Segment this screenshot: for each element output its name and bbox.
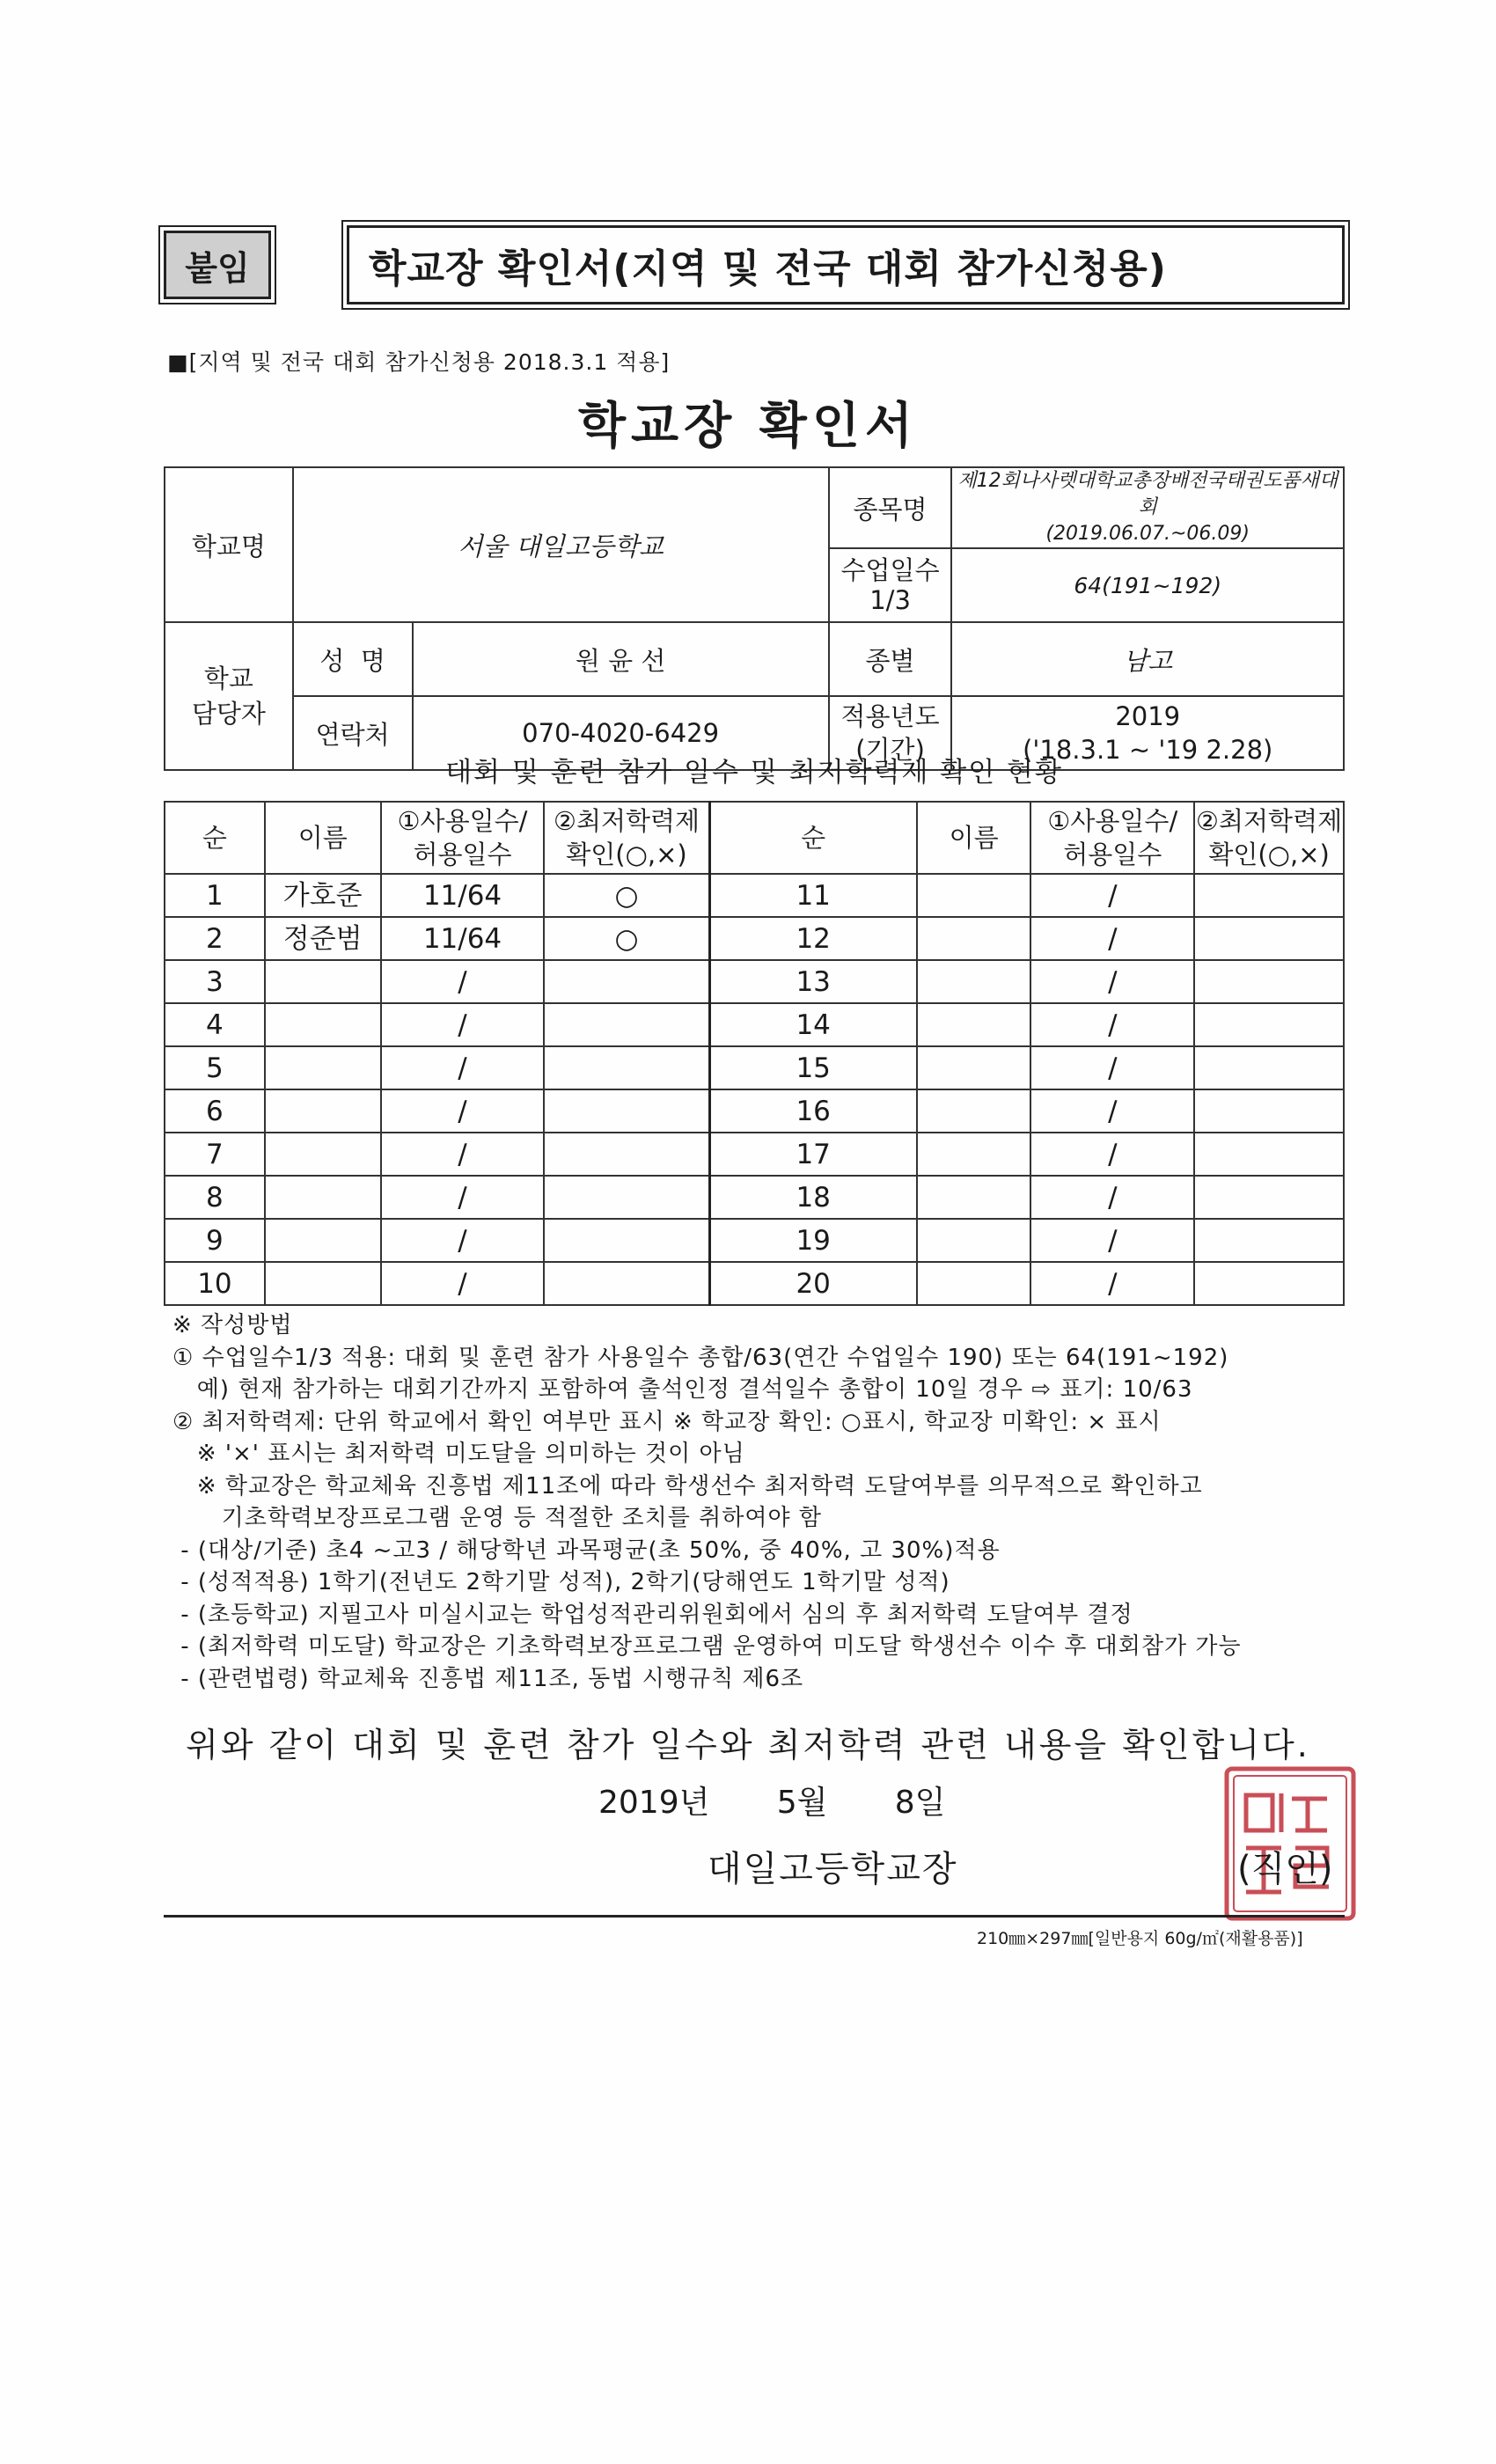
attachment-label: 붙임 <box>164 231 271 299</box>
cell-r-min <box>1194 1262 1344 1305</box>
cell-r-name <box>917 1046 1031 1089</box>
participant-row <box>165 1003 1344 1046</box>
participant-row <box>165 1219 1344 1262</box>
event-dates: (2019.06.07.~06.09) <box>1045 523 1250 545</box>
cell-l-name <box>265 1262 381 1305</box>
cell-l-name <box>265 1133 381 1176</box>
instructions <box>172 1309 1352 1695</box>
cell-l-no: 2 <box>165 917 265 960</box>
header-days-right <box>1030 802 1194 874</box>
header-min-left <box>544 802 709 874</box>
cell-r-no: 17 <box>709 1133 917 1176</box>
class-days-label-2: 1/3 <box>869 585 911 615</box>
cell-l-days: / <box>381 1133 545 1176</box>
cell-r-min <box>1194 1133 1344 1176</box>
event-cell <box>951 467 1344 548</box>
cell-r-days: / <box>1030 1003 1194 1046</box>
cell-r-name <box>917 1133 1031 1176</box>
cell-l-days: / <box>381 1262 545 1305</box>
cell-l-min: ○ <box>544 917 709 960</box>
participants-body <box>165 874 1344 1305</box>
header-days-right-1: ①사용일수/ <box>1047 806 1178 836</box>
cell-r-name <box>917 1219 1031 1262</box>
cell-l-min <box>544 960 709 1003</box>
cell-r-no: 15 <box>709 1046 917 1089</box>
cell-l-days: / <box>381 1219 545 1262</box>
header-min-right-1: ②최저학력제 <box>1196 806 1343 836</box>
cell-l-min <box>544 1176 709 1219</box>
header-min-left-1: ②최저학력제 <box>553 806 700 836</box>
cell-l-days: / <box>381 1176 545 1219</box>
contact-value: 070-4020-6429 <box>413 696 829 770</box>
cell-r-name <box>917 917 1031 960</box>
cell-r-days: / <box>1030 874 1194 917</box>
participant-row <box>165 917 1344 960</box>
cell-l-min <box>544 1089 709 1133</box>
cell-l-min <box>544 1003 709 1046</box>
cell-l-min <box>544 1046 709 1089</box>
applicable-note: ■[지역 및 전국 대회 참가신청용 2018.3.1 적용] <box>167 349 671 375</box>
cell-l-name <box>265 1219 381 1262</box>
participant-row <box>165 1176 1344 1219</box>
cell-l-no: 10 <box>165 1262 265 1305</box>
cell-r-days: / <box>1030 1176 1194 1219</box>
cell-r-name <box>917 1262 1031 1305</box>
cell-l-days: 11/64 <box>381 874 545 917</box>
cell-r-min <box>1194 917 1344 960</box>
cell-r-days: / <box>1030 1089 1194 1133</box>
cell-l-no: 8 <box>165 1176 265 1219</box>
cell-r-min <box>1194 1003 1344 1046</box>
summary-caption: 대회 및 훈련 참가 일수 및 최저학력제 확인 현황 <box>445 757 1063 788</box>
cell-r-no: 14 <box>709 1003 917 1046</box>
participant-row <box>165 1262 1344 1305</box>
class-days-label-1: 수업일수 <box>840 555 940 585</box>
principal-name: 대일고등학교장 <box>708 1849 958 1889</box>
cell-r-name <box>917 1089 1031 1133</box>
issue-date: 2019년 5월 8일 <box>598 1785 946 1821</box>
instruction-line: ※ 작성방법 <box>172 1312 293 1338</box>
cell-l-days: / <box>381 1003 545 1046</box>
header-name-left: 이름 <box>265 802 381 874</box>
participants-header-row <box>165 802 1344 874</box>
cell-r-no: 19 <box>709 1219 917 1262</box>
class-days-label <box>829 548 952 622</box>
header-days-left-2: 허용일수 <box>413 840 512 869</box>
cell-l-days: 11/64 <box>381 917 545 960</box>
document-title: 학교장 확인서 <box>577 398 919 455</box>
cell-l-min: ○ <box>544 874 709 917</box>
cell-l-no: 3 <box>165 960 265 1003</box>
cell-l-no: 4 <box>165 1003 265 1046</box>
cell-r-days: / <box>1030 1133 1194 1176</box>
cell-r-min <box>1194 1176 1344 1219</box>
cell-l-name <box>265 960 381 1003</box>
participant-row <box>165 1133 1344 1176</box>
name-value: 원 윤 선 <box>413 622 829 696</box>
cell-l-no: 9 <box>165 1219 265 1262</box>
cell-l-no: 6 <box>165 1089 265 1133</box>
instruction-line: ② 최저학력제: 단위 학교에서 확인 여부만 표시 ※ 학교장 확인: ○표시, 학교장 미확인: × 표시 <box>172 1408 1162 1435</box>
class-days-value: 64(191~192) <box>951 548 1344 622</box>
cell-l-days: / <box>381 960 545 1003</box>
cell-l-name <box>265 1176 381 1219</box>
cell-l-name: 정준범 <box>265 917 381 960</box>
instruction-line: ※ 학교장은 학교체육 진흥법 제11조에 따라 학생선수 최저학력 도달여부를 의무적으로 확인하고 <box>172 1472 1203 1500</box>
participants-table <box>164 801 1345 1306</box>
cell-r-min <box>1194 960 1344 1003</box>
header-days-left <box>381 802 545 874</box>
cell-l-name: 가호준 <box>265 874 381 917</box>
cell-l-name <box>265 1003 381 1046</box>
cell-l-min <box>544 1133 709 1176</box>
participant-row <box>165 1089 1344 1133</box>
participant-row <box>165 1046 1344 1089</box>
cell-l-name <box>265 1046 381 1089</box>
bottom-divider <box>164 1915 1345 1918</box>
instruction-line: - (성적적용) 1학기(전년도 2학기말 성적), 2학기(당해연도 1학기말 성적) <box>172 1569 950 1595</box>
cell-l-days: / <box>381 1046 545 1089</box>
cell-r-min <box>1194 1219 1344 1262</box>
instruction-line: 기초학력보장프로그램 운영 등 적절한 조치를 취하여야 함 <box>172 1505 822 1531</box>
instruction-line: 예) 현재 참가하는 대회기간까지 포함하여 출석인정 결석일수 총합이 10일 경우 ⇨ 표기: 10/63 <box>172 1376 1193 1403</box>
cell-r-no: 12 <box>709 917 917 960</box>
contact-label: 연락처 <box>293 696 413 770</box>
event-value: 제12회나사렛대학교총장배전국태권도품새대회 <box>957 470 1338 518</box>
header-days-left-1: ①사용일수/ <box>397 806 528 836</box>
instruction-line: ※ '×' 표시는 최저학력 미도달을 의미하는 것이 아님 <box>172 1441 745 1467</box>
info-table <box>164 466 1345 771</box>
paper-spec-note: 210㎜×297㎜[일반용지 60g/㎡(재활용품)] <box>977 1929 1303 1948</box>
cell-r-no: 18 <box>709 1176 917 1219</box>
seal-label: (직인) <box>1237 1849 1333 1889</box>
header-no-right: 순 <box>709 802 917 874</box>
instruction-line: - (관련법령) 학교체육 진흥법 제11조, 동법 시행규칙 제6조 <box>172 1665 804 1692</box>
header-days-right-2: 허용일수 <box>1063 840 1162 869</box>
cell-r-name <box>917 1003 1031 1046</box>
cell-r-days: / <box>1030 1219 1194 1262</box>
cell-r-name <box>917 960 1031 1003</box>
instruction-line: - (대상/기준) 초4 ~고3 / 해당학년 과목평균(초 50%, 중 40%, 고 30%)적용 <box>172 1536 1001 1564</box>
category-label: 종별 <box>829 622 952 696</box>
manager-label-1: 학교 <box>203 664 253 693</box>
cell-r-days: / <box>1030 1046 1194 1089</box>
cell-r-days: / <box>1030 917 1194 960</box>
cell-r-name <box>917 874 1031 917</box>
cell-l-days: / <box>381 1089 545 1133</box>
school-name-value: 서울 대일고등학교 <box>293 467 829 622</box>
year-value: 2019 <box>1115 701 1181 731</box>
name-label: 성 명 <box>293 622 413 696</box>
category-value: 남고 <box>951 622 1344 696</box>
confirm-statement: 위와 같이 대회 및 훈련 참가 일수와 최저학력 관련 내용을 확인합니다. <box>186 1726 1310 1764</box>
header-no-left: 순 <box>165 802 265 874</box>
header-name-right: 이름 <box>917 802 1031 874</box>
instruction-line: - (초등학교) 지필고사 미실시교는 학업성적관리위원회에서 심의 후 최저학력 도달여부 결정 <box>172 1601 1133 1628</box>
year-label-2: (기간) <box>855 735 925 765</box>
cell-l-no: 1 <box>165 874 265 917</box>
cell-l-name <box>265 1089 381 1133</box>
instruction-line: - (최저학력 미도달) 학교장은 기초학력보장프로그램 운영하여 미도달 학생선수 이수 후 대회참가 가능 <box>172 1633 1242 1660</box>
participant-row <box>165 874 1344 917</box>
manager-label <box>165 622 293 770</box>
cell-r-min <box>1194 1089 1344 1133</box>
instruction-line: ① 수업일수1/3 적용: 대회 및 훈련 참가 사용일수 총합/63(연간 수업일수 190) 또는 64(191~192) <box>172 1344 1229 1371</box>
cell-r-days: / <box>1030 960 1194 1003</box>
participant-row <box>165 960 1344 1003</box>
cell-l-no: 5 <box>165 1046 265 1089</box>
header-min-left-2: 확인(○,×) <box>566 840 687 869</box>
cell-r-min <box>1194 874 1344 917</box>
header-min-right <box>1194 802 1344 874</box>
cell-l-no: 7 <box>165 1133 265 1176</box>
cell-l-min <box>544 1219 709 1262</box>
header-min-right-2: 확인(○,×) <box>1208 840 1330 869</box>
cell-r-no: 20 <box>709 1262 917 1305</box>
cell-l-min <box>544 1262 709 1305</box>
cell-r-no: 13 <box>709 960 917 1003</box>
school-name-label: 학교명 <box>165 467 293 622</box>
year-label-1: 적용년도 <box>840 701 940 731</box>
cell-r-days: / <box>1030 1262 1194 1305</box>
header-title: 학교장 확인서(지역 및 전국 대회 참가신청용) <box>347 225 1345 304</box>
manager-label-2: 담당자 <box>191 699 266 729</box>
cell-r-no: 11 <box>709 874 917 917</box>
cell-r-min <box>1194 1046 1344 1089</box>
year-period: ('18.3.1 ~ '19 2.28) <box>1023 735 1273 765</box>
cell-r-no: 16 <box>709 1089 917 1133</box>
event-label: 종목명 <box>829 467 952 548</box>
cell-r-name <box>917 1176 1031 1219</box>
